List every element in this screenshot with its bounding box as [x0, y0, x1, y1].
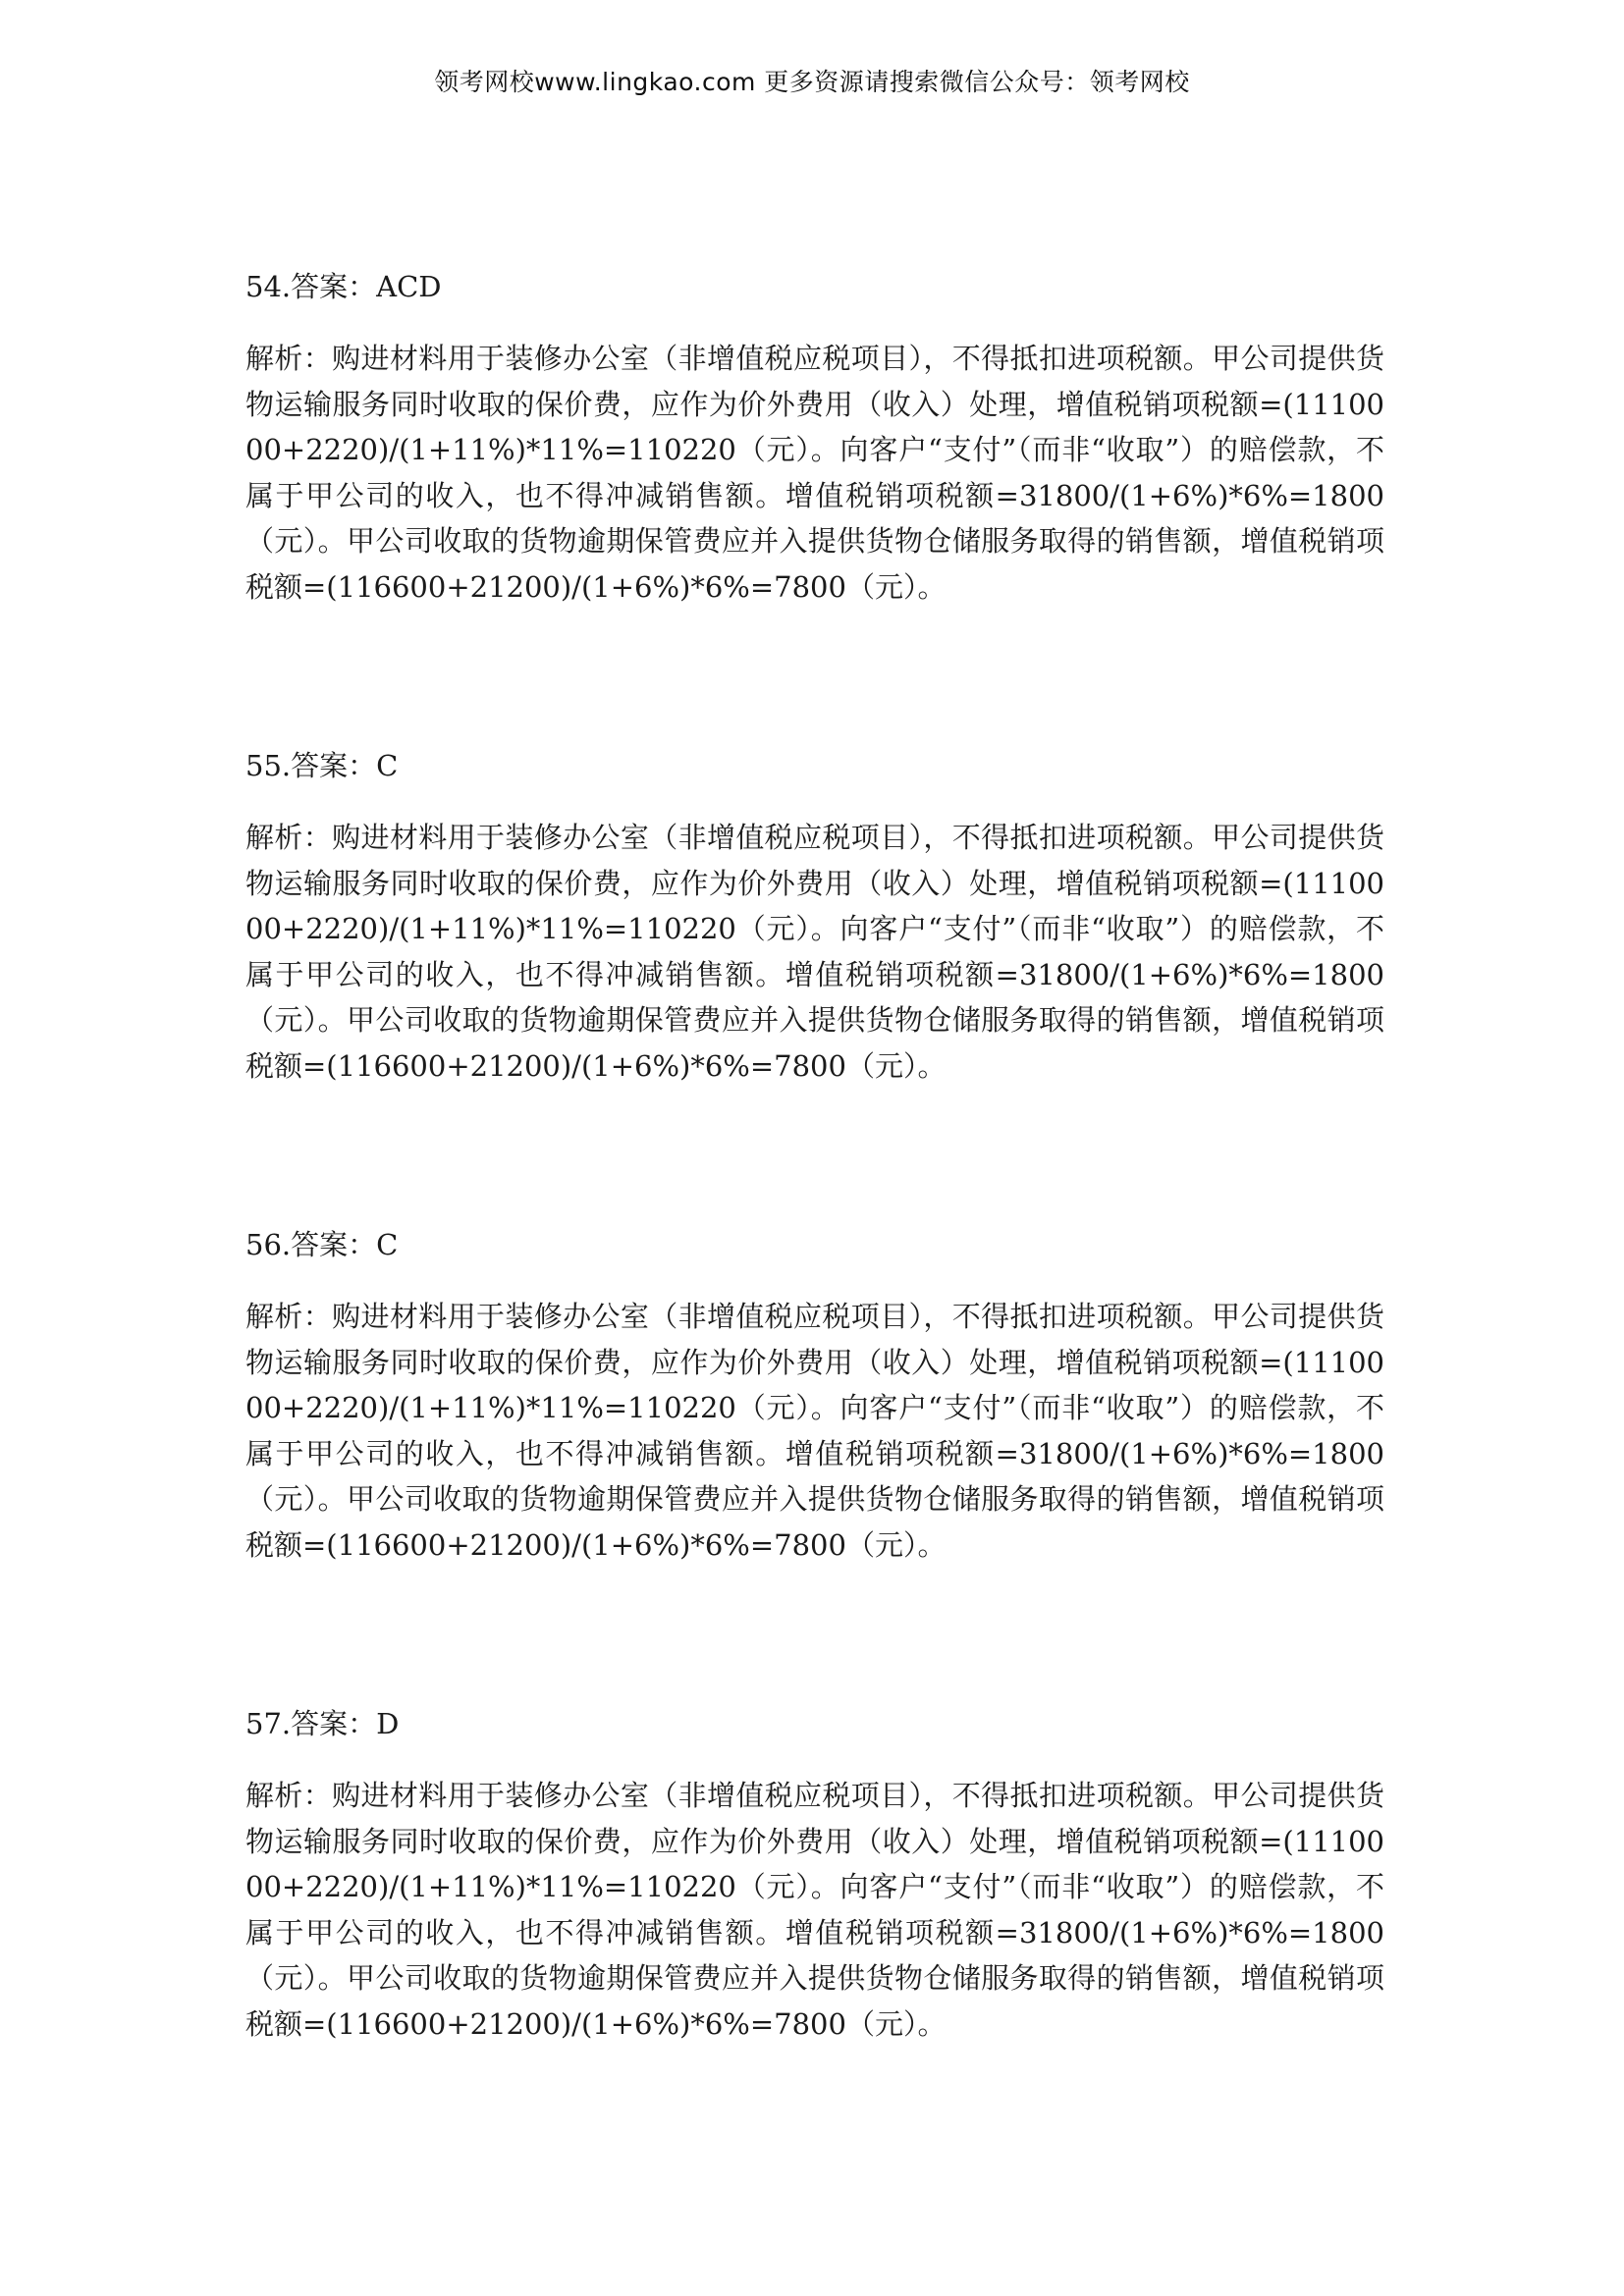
answer-label: 55.答案：C: [245, 749, 399, 782]
answer-explanation: 解析：购进材料用于装修办公室（非增值税应税项目），不得抵扣进项税额。甲公司提供货物运输服务同时收取的保价费，应作为价外费用（收入）处理，增值税销项税额=(1110000+2220)/(1+11%)*11%=110220（元）。向客户“支付”（而非“收取”）的赔偿款，不属于甲公司的收入，也不得冲减销售额。增值税销项税额=31800/(1+6%)*6%=1800（元）。甲公司收取的货物逾期保管费应并入提供货物仓储服务取得的销售额，增值税销项税额=(116600+21200)/(1+6%)*6%=7800（元）。: [245, 1779, 1384, 2041]
answer-explanation: 解析：购进材料用于装修办公室（非增值税应税项目），不得抵扣进项税额。甲公司提供货物运输服务同时收取的保价费，应作为价外费用（收入）处理，增值税销项税额=(1110000+2220)/(1+11%)*11%=110220（元）。向客户“支付”（而非“收取”）的赔偿款，不属于甲公司的收入，也不得冲减销售额。增值税销项税额=31800/(1+6%)*6%=1800（元）。甲公司收取的货物逾期保管费应并入提供货物仓储服务取得的销售额，增值税销项税额=(116600+21200)/(1+6%)*6%=7800（元）。: [245, 821, 1384, 1083]
answer-label: 56.答案：C: [245, 1228, 399, 1261]
answer-block-56: [245, 1225, 1384, 1568]
answer-block-54: [245, 267, 1384, 610]
page-header: 领考网校www.lingkao.com 更多资源请搜索微信公众号：领考网校: [434, 68, 1190, 96]
answer-explanation: 解析：购进材料用于装修办公室（非增值税应税项目），不得抵扣进项税额。甲公司提供货物运输服务同时收取的保价费，应作为价外费用（收入）处理，增值税销项税额=(1110000+2220)/(1+11%)*11%=110220（元）。向客户“支付”（而非“收取”）的赔偿款，不属于甲公司的收入，也不得冲减销售额。增值税销项税额=31800/(1+6%)*6%=1800（元）。甲公司收取的货物逾期保管费应并入提供货物仓储服务取得的销售额，增值税销项税额=(116600+21200)/(1+6%)*6%=7800（元）。: [245, 342, 1384, 604]
answer-label: 54.答案：ACD: [245, 270, 442, 303]
answer-block-57: [245, 1704, 1384, 2047]
answer-explanation: 解析：购进材料用于装修办公室（非增值税应税项目），不得抵扣进项税额。甲公司提供货物运输服务同时收取的保价费，应作为价外费用（收入）处理，增值税销项税额=(1110000+2220)/(1+11%)*11%=110220（元）。向客户“支付”（而非“收取”）的赔偿款，不属于甲公司的收入，也不得冲减销售额。增值税销项税额=31800/(1+6%)*6%=1800（元）。甲公司收取的货物逾期保管费应并入提供货物仓储服务取得的销售额，增值税销项税额=(116600+21200)/(1+6%)*6%=7800（元）。: [245, 1300, 1384, 1562]
answer-label: 57.答案：D: [245, 1707, 400, 1740]
answer-block-55: [245, 746, 1384, 1089]
